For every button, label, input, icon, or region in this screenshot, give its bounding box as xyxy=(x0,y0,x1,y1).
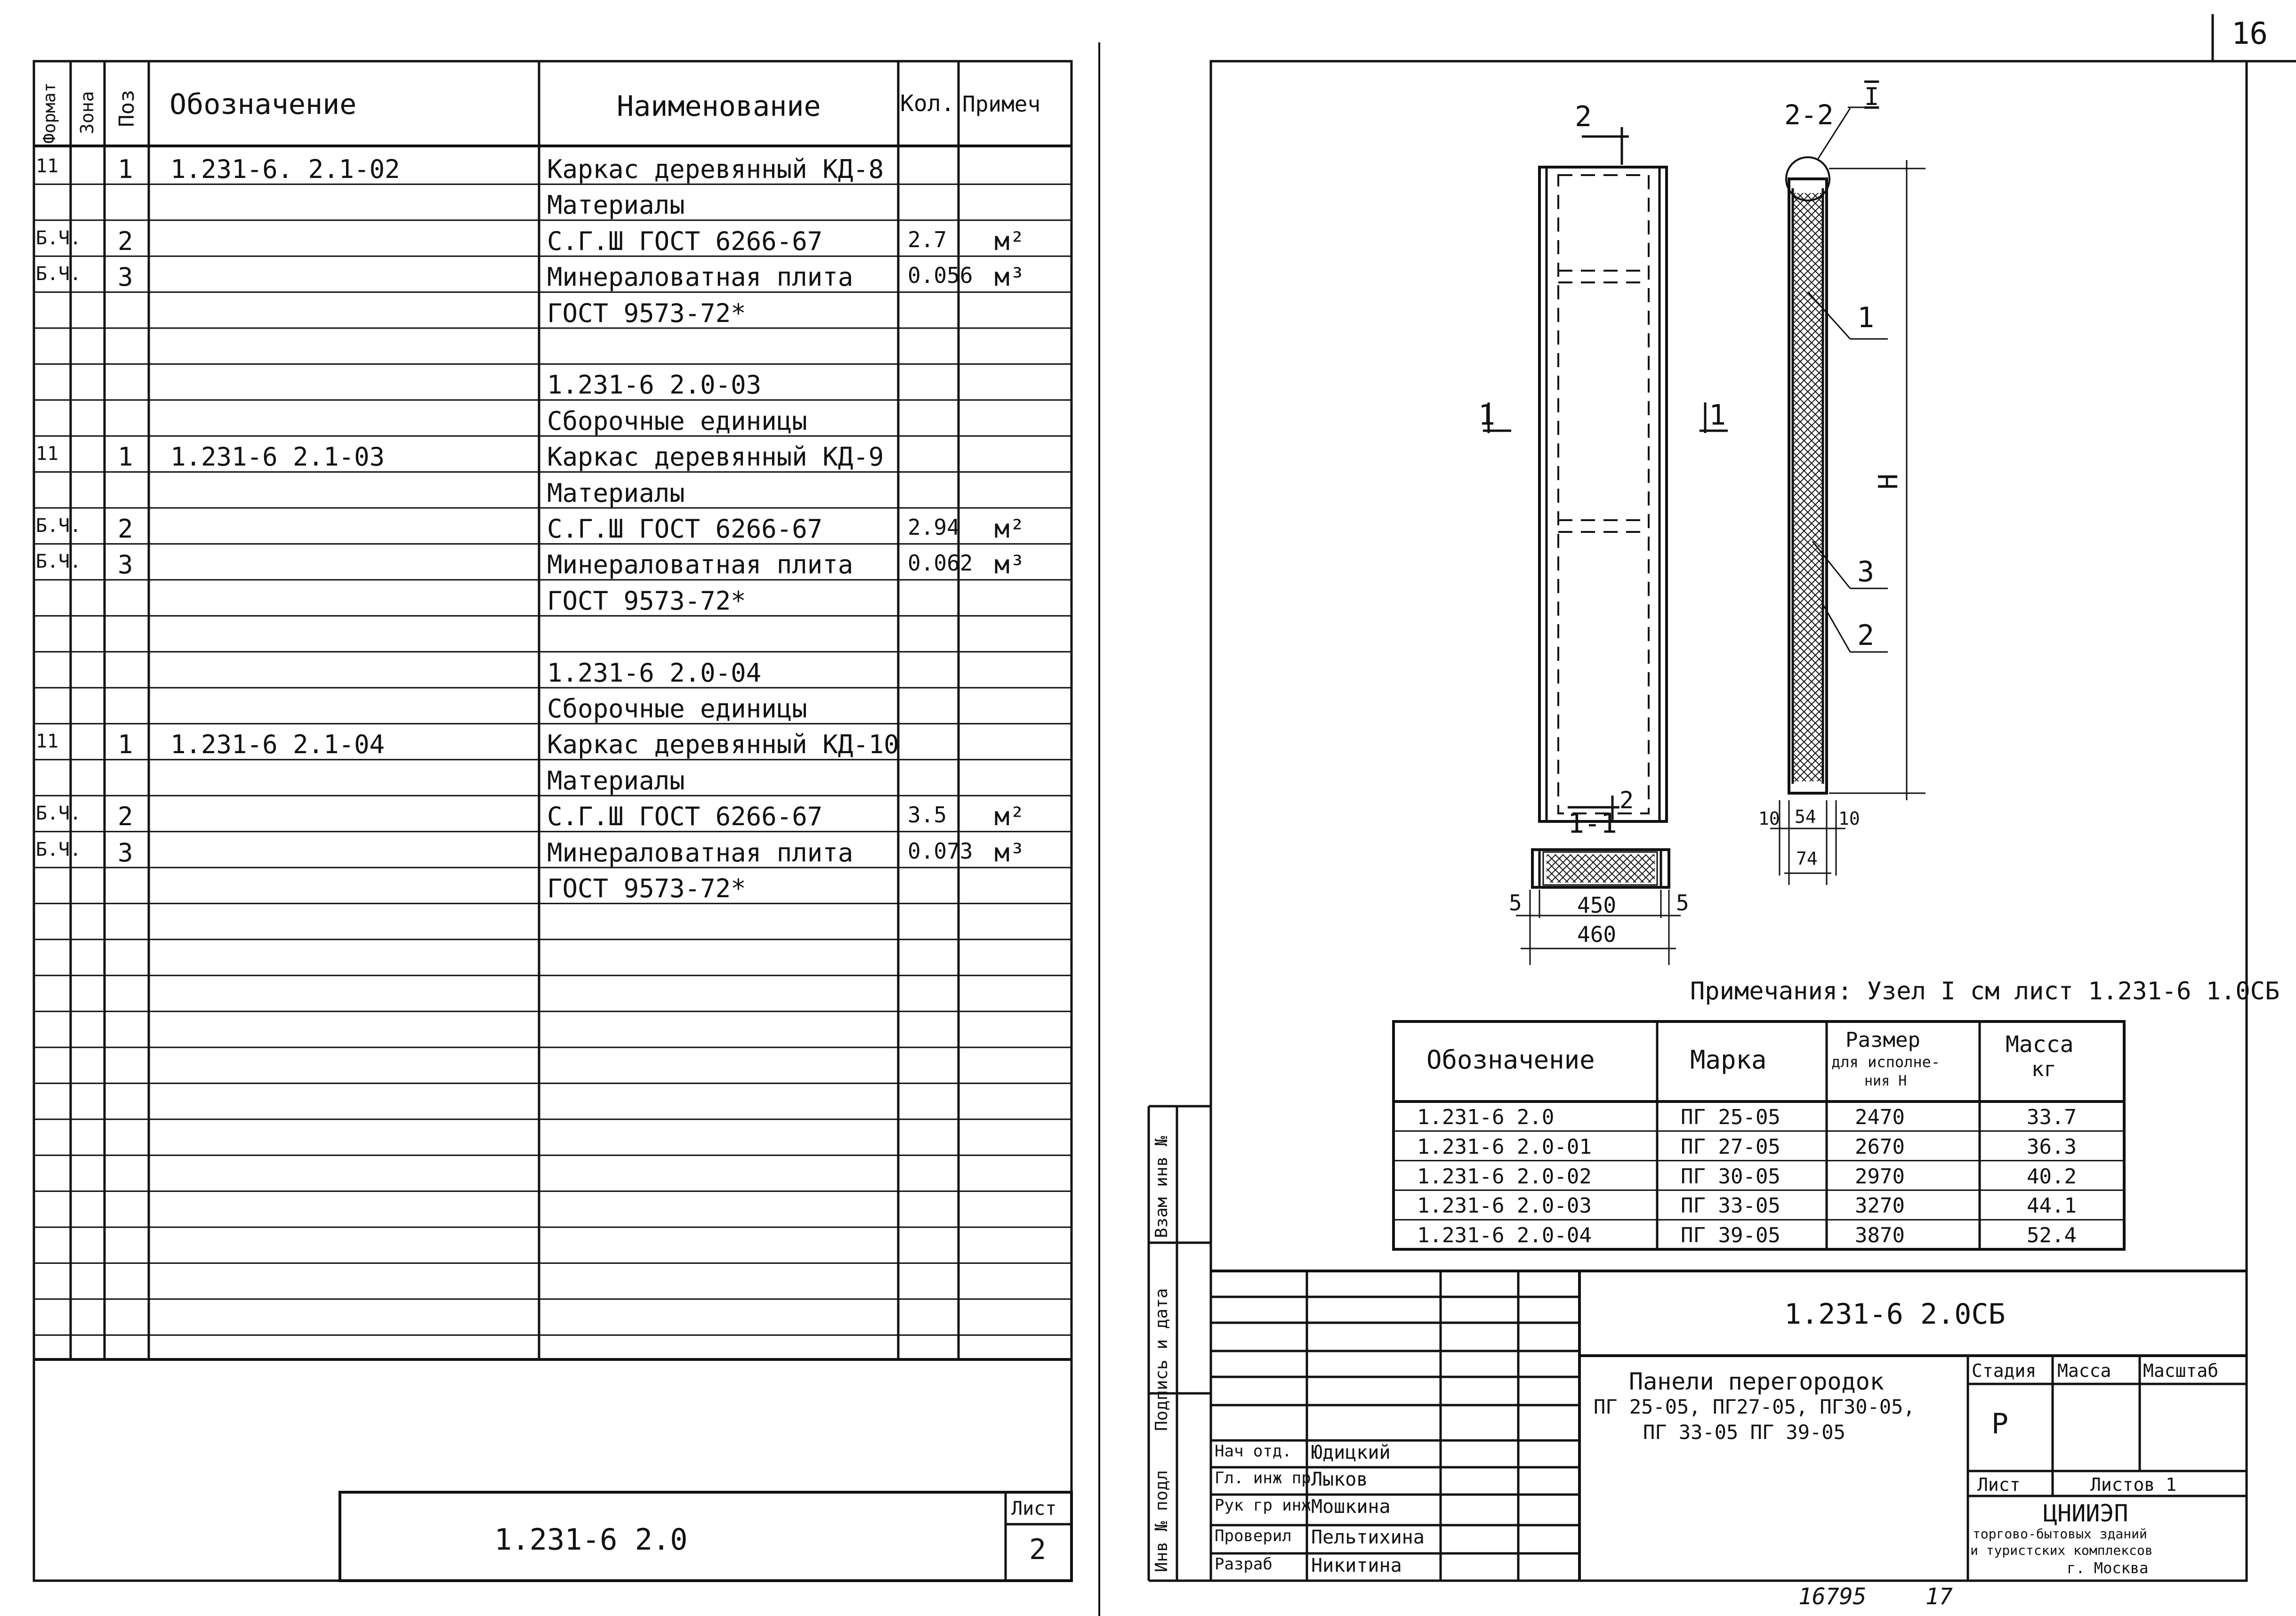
spec-cell-note: м³ xyxy=(994,550,1025,580)
spec-cell-name: 1.231-6 2.0-04 xyxy=(547,658,762,688)
spec-cell-qty: 0.056 xyxy=(908,263,973,289)
spec-cell-note: м² xyxy=(994,226,1025,256)
right-sheet-frame xyxy=(1211,61,2247,1581)
spec-cell-name: Сборочные единицы xyxy=(547,694,807,724)
stamp-sheet-label: Лист xyxy=(1011,1498,1057,1520)
section-1-1-title: 1-1 xyxy=(1568,807,1617,839)
spec-cell-pos: 3 xyxy=(118,262,133,292)
section-2-2-title: 2-2 xyxy=(1784,99,1834,131)
properties-cell-size: 2470 xyxy=(1855,1105,1905,1129)
spec-cell-format: Б.Ч. xyxy=(36,227,81,249)
properties-cell-designation: 1.231-6 2.0-04 xyxy=(1417,1223,1592,1248)
spec-cell-name: ГОСТ 9573-72* xyxy=(547,586,746,616)
spec-cell-name: Минераловатная плита xyxy=(547,262,854,292)
spec-cell-name: С.Г.Ш ГОСТ 6266-67 xyxy=(547,802,823,832)
spec-cell-note: м³ xyxy=(994,262,1025,292)
spec-cell-name: 1.231-6 2.0-03 xyxy=(547,370,762,400)
header-note: Примеч xyxy=(962,91,1041,117)
signer-role: Рук гр инж xyxy=(1215,1496,1311,1515)
spec-cell-pos: 3 xyxy=(118,837,133,868)
signer-name: Мошкина xyxy=(1311,1496,1391,1518)
properties-cell-size: 3870 xyxy=(1855,1223,1905,1248)
spec-cell-format: Б.Ч. xyxy=(36,551,81,573)
title-line-3: ПГ 33-05 ПГ 39-05 xyxy=(1643,1421,1845,1444)
section-2-mark-bottom: 2 xyxy=(1619,787,1634,814)
pos-3-label: 3 xyxy=(1857,555,1875,588)
section-1-mark-left: 1 xyxy=(1478,399,1496,432)
title-line-2: ПГ 25-05, ПГ27-05, ПГ30-05, xyxy=(1594,1395,1915,1418)
spec-cell-designation: 1.231-6 2.1-04 xyxy=(170,730,385,760)
stamp-designation: 1.231-6 2.0 xyxy=(494,1522,688,1557)
spec-cell-name: ГОСТ 9573-72* xyxy=(547,874,746,903)
spec-cell-note: м² xyxy=(994,802,1025,832)
insulation-hatch xyxy=(1793,193,1823,781)
spec-cell-name: Минераловатная плита xyxy=(547,550,854,580)
side-stamp-inv-podl: Инв № подл xyxy=(1152,1470,1171,1572)
org-line-3: и туристских комплексов xyxy=(1970,1543,2153,1558)
stage-label: Стадия xyxy=(1972,1360,2037,1381)
spec-cell-format: 11 xyxy=(36,155,59,177)
properties-cell-mark: ПГ 33-05 xyxy=(1681,1194,1780,1218)
table-header-size-2: для исполне- xyxy=(1831,1053,1941,1071)
org-line-4: г. Москва xyxy=(2067,1559,2149,1577)
spec-cell-format: 11 xyxy=(36,443,59,465)
title-block-designation: 1.231-6 2.0СБ xyxy=(1784,1298,2006,1331)
spec-cell-name: Материалы xyxy=(547,765,685,796)
header-qty: Кол. xyxy=(900,90,955,117)
section-1-mark-right: 1 xyxy=(1709,399,1726,432)
stage-value: Р xyxy=(1991,1407,2009,1440)
header-pos: Поз xyxy=(115,89,139,127)
spec-cell-designation: 1.231-6. 2.1-02 xyxy=(170,154,400,184)
header-name: Наименование xyxy=(617,90,821,123)
footer-page: 17 xyxy=(1925,1584,1953,1610)
spec-cell-name: С.Г.Ш ГОСТ 6266-67 xyxy=(547,514,823,544)
spec-cell-qty: 3.5 xyxy=(908,802,947,828)
spec-cell-format: Б.Ч. xyxy=(36,838,81,860)
spec-cell-note: м² xyxy=(994,514,1025,544)
signer-role: Разраб xyxy=(1215,1555,1273,1574)
pos-2-label: 2 xyxy=(1857,619,1875,652)
spec-cell-name: Материалы xyxy=(547,478,685,508)
stamp-sheet-value: 2 xyxy=(1029,1533,1047,1566)
dim-5-left: 5 xyxy=(1509,890,1522,916)
spec-cell-format: 11 xyxy=(36,731,59,753)
signer-name: Юдицкий xyxy=(1311,1442,1391,1463)
properties-cell-mass: 33.7 xyxy=(2027,1105,2077,1129)
spec-cell-name: Каркас деревянный КД-9 xyxy=(547,442,884,472)
header-zone: Зона xyxy=(77,91,97,134)
footer-number: 16795 xyxy=(1798,1584,1867,1610)
properties-cell-mark: ПГ 25-05 xyxy=(1681,1105,1780,1129)
spec-cell-name: Каркас деревянный КД-10 xyxy=(547,730,899,760)
mass-label: Масса xyxy=(2057,1360,2111,1381)
spec-cell-pos: 1 xyxy=(118,154,133,184)
section-2-mark: 2 xyxy=(1575,100,1592,133)
header-format: Формат xyxy=(40,82,59,144)
spec-cell-pos: 2 xyxy=(118,802,133,832)
dim-10-right: 10 xyxy=(1838,808,1860,829)
properties-cell-mass: 44.1 xyxy=(2027,1194,2077,1218)
properties-cell-mark: ПГ 30-05 xyxy=(1681,1164,1780,1189)
table-header-size-1: Размер xyxy=(1845,1028,1920,1052)
pos-1-label: 1 xyxy=(1857,301,1875,334)
dim-460: 460 xyxy=(1577,922,1617,947)
org-line-1: ЦНИИЭП xyxy=(2043,1500,2128,1527)
properties-cell-mark: ПГ 39-05 xyxy=(1681,1223,1780,1248)
table-header-size-3: ния H xyxy=(1864,1073,1907,1089)
properties-cell-mass: 40.2 xyxy=(2027,1164,2077,1189)
dim-54: 54 xyxy=(1795,806,1816,827)
spec-cell-format: Б.Ч. xyxy=(36,803,81,825)
spec-cell-name: Сборочные единицы xyxy=(547,406,807,436)
header-designation: Обозначение xyxy=(169,88,357,121)
signer-role: Гл. инж пр xyxy=(1215,1469,1311,1487)
side-stamp-vzam-inv: Взам инв № xyxy=(1152,1136,1171,1238)
title-line-1: Панели перегородок xyxy=(1629,1368,1884,1395)
dim-74: 74 xyxy=(1796,848,1818,869)
dim-450: 450 xyxy=(1577,892,1617,918)
org-line-2: торгово-бытовых зданий xyxy=(1973,1526,2147,1542)
spec-cell-pos: 2 xyxy=(118,514,133,544)
properties-cell-designation: 1.231-6 2.0-02 xyxy=(1417,1164,1592,1189)
spec-cell-name: Минераловатная плита xyxy=(547,837,854,868)
spec-cell-note: м³ xyxy=(994,837,1025,868)
scale-label: Масштаб xyxy=(2143,1360,2219,1381)
dim-5-right: 5 xyxy=(1676,890,1689,916)
side-stamp-sign-date: Подпись и дата xyxy=(1152,1288,1171,1431)
spec-cell-qty: 2.7 xyxy=(908,226,947,252)
properties-cell-mass: 52.4 xyxy=(2027,1223,2077,1248)
spec-cell-designation: 1.231-6 2.1-03 xyxy=(170,442,385,472)
table-header-mark: Марка xyxy=(1690,1045,1767,1075)
table-header-mass-1: Масса xyxy=(2006,1031,2074,1058)
table-header-mass-2: кг xyxy=(2031,1057,2056,1081)
properties-cell-designation: 1.231-6 2.0 xyxy=(1417,1105,1555,1129)
spec-cell-format: Б.Ч. xyxy=(36,515,81,537)
spec-cell-name: ГОСТ 9573-72* xyxy=(547,298,746,328)
table-header-designation: Обозначение xyxy=(1426,1045,1595,1075)
node-mark: I xyxy=(1864,83,1879,111)
sheet-label: Лист xyxy=(1977,1474,2021,1495)
signer-name: Лыков xyxy=(1311,1469,1368,1490)
spec-cell-name: Материалы xyxy=(547,190,685,220)
signer-role: Нач отд. xyxy=(1215,1442,1292,1461)
signer-role: Проверил xyxy=(1215,1527,1292,1545)
spec-cell-qty: 0.073 xyxy=(908,838,973,864)
height-label: H xyxy=(1873,474,1904,490)
properties-cell-size: 2970 xyxy=(1855,1164,1905,1189)
properties-cell-designation: 1.231-6 2.0-01 xyxy=(1417,1134,1592,1159)
properties-cell-mark: ПГ 27-05 xyxy=(1681,1134,1780,1159)
spec-cell-name: Каркас деревянный КД-8 xyxy=(547,154,884,184)
properties-cell-mass: 36.3 xyxy=(2027,1134,2077,1159)
spec-cell-pos: 2 xyxy=(118,226,133,256)
spec-cell-pos: 1 xyxy=(118,730,133,760)
properties-cell-designation: 1.231-6 2.0-03 xyxy=(1417,1194,1592,1218)
sheet-number-top: 16 xyxy=(2232,16,2268,51)
properties-cell-size: 3270 xyxy=(1855,1194,1905,1218)
spec-cell-pos: 1 xyxy=(118,442,133,472)
dim-10-left: 10 xyxy=(1758,808,1780,829)
drawing-note: Примечания: Узел I см лист 1.231-6 1.0СБ xyxy=(1690,977,2280,1005)
spec-cell-pos: 3 xyxy=(118,550,133,580)
spec-cell-name: С.Г.Ш ГОСТ 6266-67 xyxy=(547,226,823,256)
properties-cell-size: 2670 xyxy=(1855,1134,1905,1159)
spec-cell-qty: 0.062 xyxy=(908,550,973,576)
spec-cell-qty: 2.94 xyxy=(908,515,960,540)
spec-cell-format: Б.Ч. xyxy=(36,263,81,285)
signer-name: Никитина xyxy=(1311,1555,1402,1576)
sheets-label: Листов 1 xyxy=(2090,1474,2177,1495)
signer-name: Пельтихина xyxy=(1311,1527,1425,1548)
